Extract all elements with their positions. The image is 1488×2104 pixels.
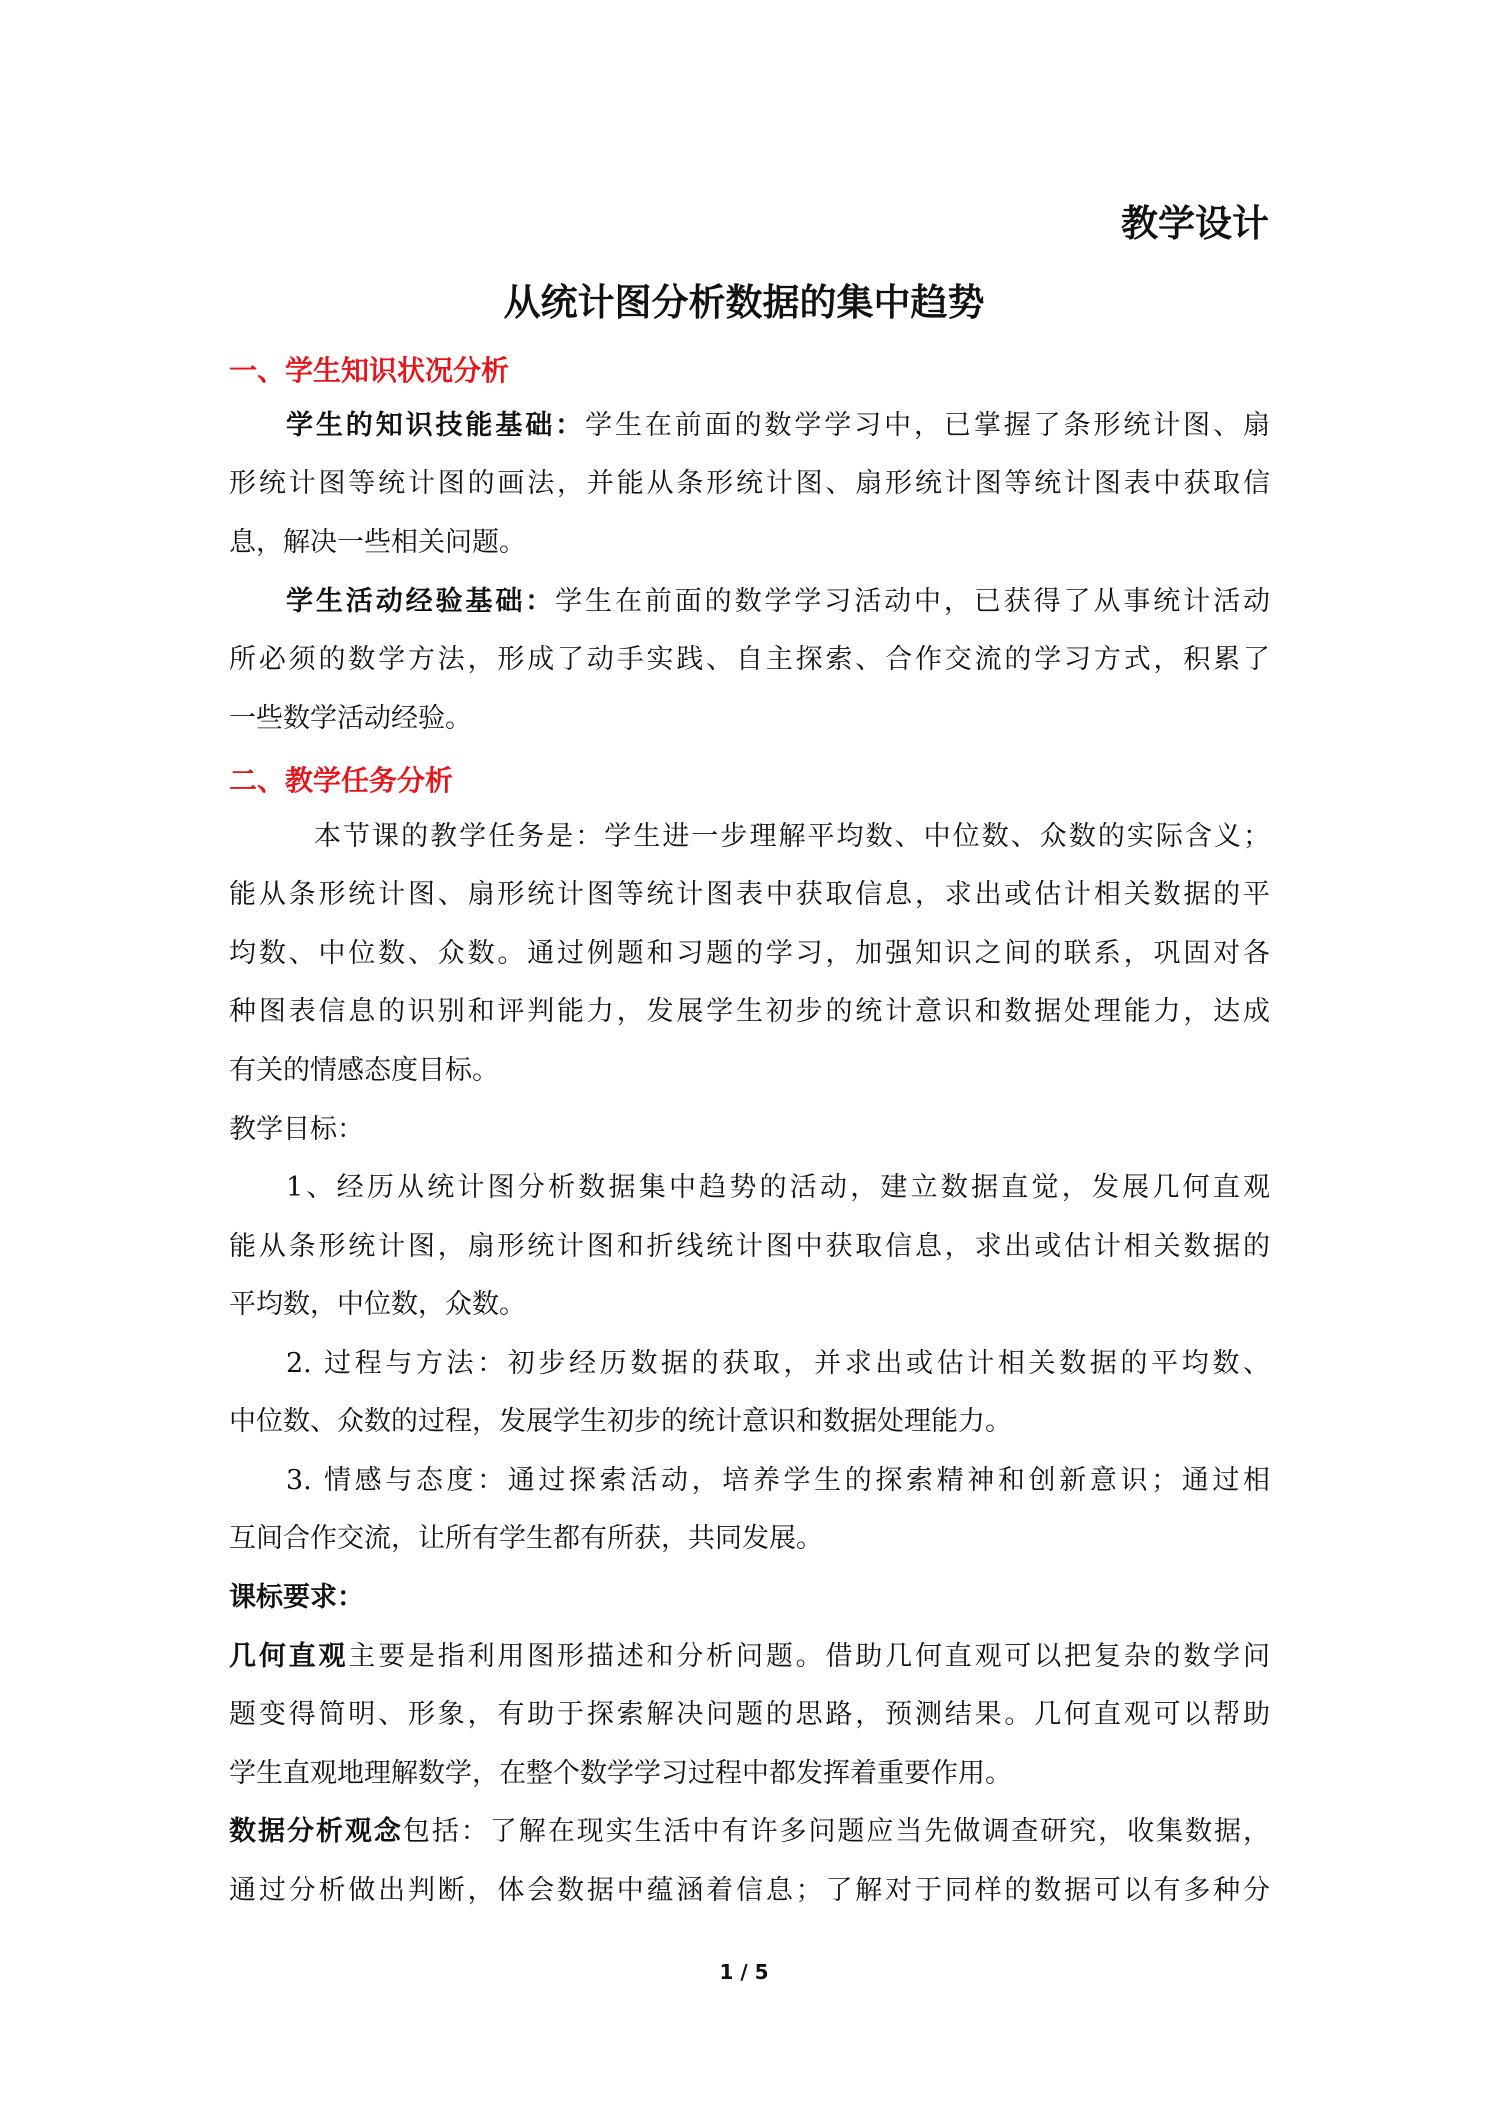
paragraph-line: 学生直观地理解数学，在整个数学学习过程中都发挥着重要作用。	[229, 1758, 1012, 1789]
paragraph-line	[229, 1812, 1270, 1852]
paragraph-line: 平均数，中位数，众数。	[229, 1289, 526, 1320]
paragraph-line: 息，解决一些相关问题。	[229, 527, 526, 558]
paragraph-line: 均数、中位数、众数。通过例题和习题的学习，加强知识之间的联系，巩固对各	[229, 938, 1270, 969]
paragraph-line: 互间合作交流，让所有学生都有所获，共同发展。	[229, 1523, 823, 1554]
section-heading-1: 一、学生知识状况分析	[229, 354, 510, 387]
paragraph-line: 题变得简明、形象，有助于探索解决问题的思路，预测结果。几何直观可以帮助	[229, 1699, 1270, 1730]
paragraph-line: 种图表信息的识别和评判能力，发展学生初步的统计意识和数据处理能力，达成	[229, 996, 1270, 1027]
paragraph-line	[286, 582, 1270, 622]
bold-lead: 学生活动经验基础：	[286, 586, 556, 617]
paragraph-line: 所必须的数学方法，形成了动手实践、自主探索、合作交流的学习方式，积累了	[229, 644, 1270, 675]
paragraph-line: 有关的情感态度目标。	[229, 1055, 499, 1086]
paragraph-line: 通过分析做出判断，体会数据中蕴涵着信息；了解对于同样的数据可以有多种分	[229, 1875, 1270, 1906]
goals-label: 教学目标：	[229, 1114, 364, 1145]
page-number: 1 / 5	[719, 1960, 769, 1984]
paragraph-line: 能从条形统计图、扇形统计图等统计图表中获取信息，求出或估计相关数据的平	[229, 879, 1270, 910]
paragraph-line: 一些数学活动经验。	[229, 703, 472, 734]
text: 包括：了解在现实生活中有许多问题应当先做调查研究，收集数据，	[402, 1816, 1271, 1847]
bold-lead: 学生的知识技能基础：	[286, 410, 586, 441]
paragraph-line: 2. 过程与方法：初步经历数据的获取，并求出或估计相关数据的平均数、	[286, 1348, 1270, 1379]
section-heading-2: 二、教学任务分析	[229, 764, 454, 797]
bold-lead: 几何直观	[229, 1641, 349, 1672]
paragraph-line: 1、经历从统计图分析数据集中趋势的活动，建立数据直觉，发展几何直观	[286, 1172, 1270, 1203]
paragraph-line: 形统计图等统计图的画法，并能从条形统计图、扇形统计图等统计图表中获取信	[229, 468, 1270, 499]
paragraph-line	[286, 406, 1270, 446]
paragraph-line: 中位数、众数的过程，发展学生初步的统计意识和数据处理能力。	[229, 1406, 1012, 1437]
text: 主要是指利用图形描述和分析问题。借助几何直观可以把复杂的数学问	[348, 1641, 1271, 1672]
bold-lead: 数据分析观念	[229, 1816, 403, 1847]
paragraph-line	[229, 1637, 1270, 1677]
header-label: 教学设计	[1121, 202, 1269, 245]
paragraph-line: 3. 情感与态度：通过探索活动，培养学生的探索精神和创新意识；通过相	[286, 1465, 1270, 1496]
text: 学生在前面的数学学习中，已掌握了条形统计图、扇	[585, 410, 1270, 441]
paragraph-line: 能从条形统计图，扇形统计图和折线统计图中获取信息，求出或估计相关数据的	[229, 1231, 1270, 1262]
paragraph-line: 本节课的教学任务是：学生进一步理解平均数、中位数、众数的实际含义；	[314, 821, 1270, 852]
standards-label: 课标要求：	[229, 1582, 364, 1613]
text: 学生在前面的数学学习活动中，已获得了从事统计活动	[555, 586, 1270, 617]
document-title: 从统计图分析数据的集中趋势	[503, 281, 985, 324]
